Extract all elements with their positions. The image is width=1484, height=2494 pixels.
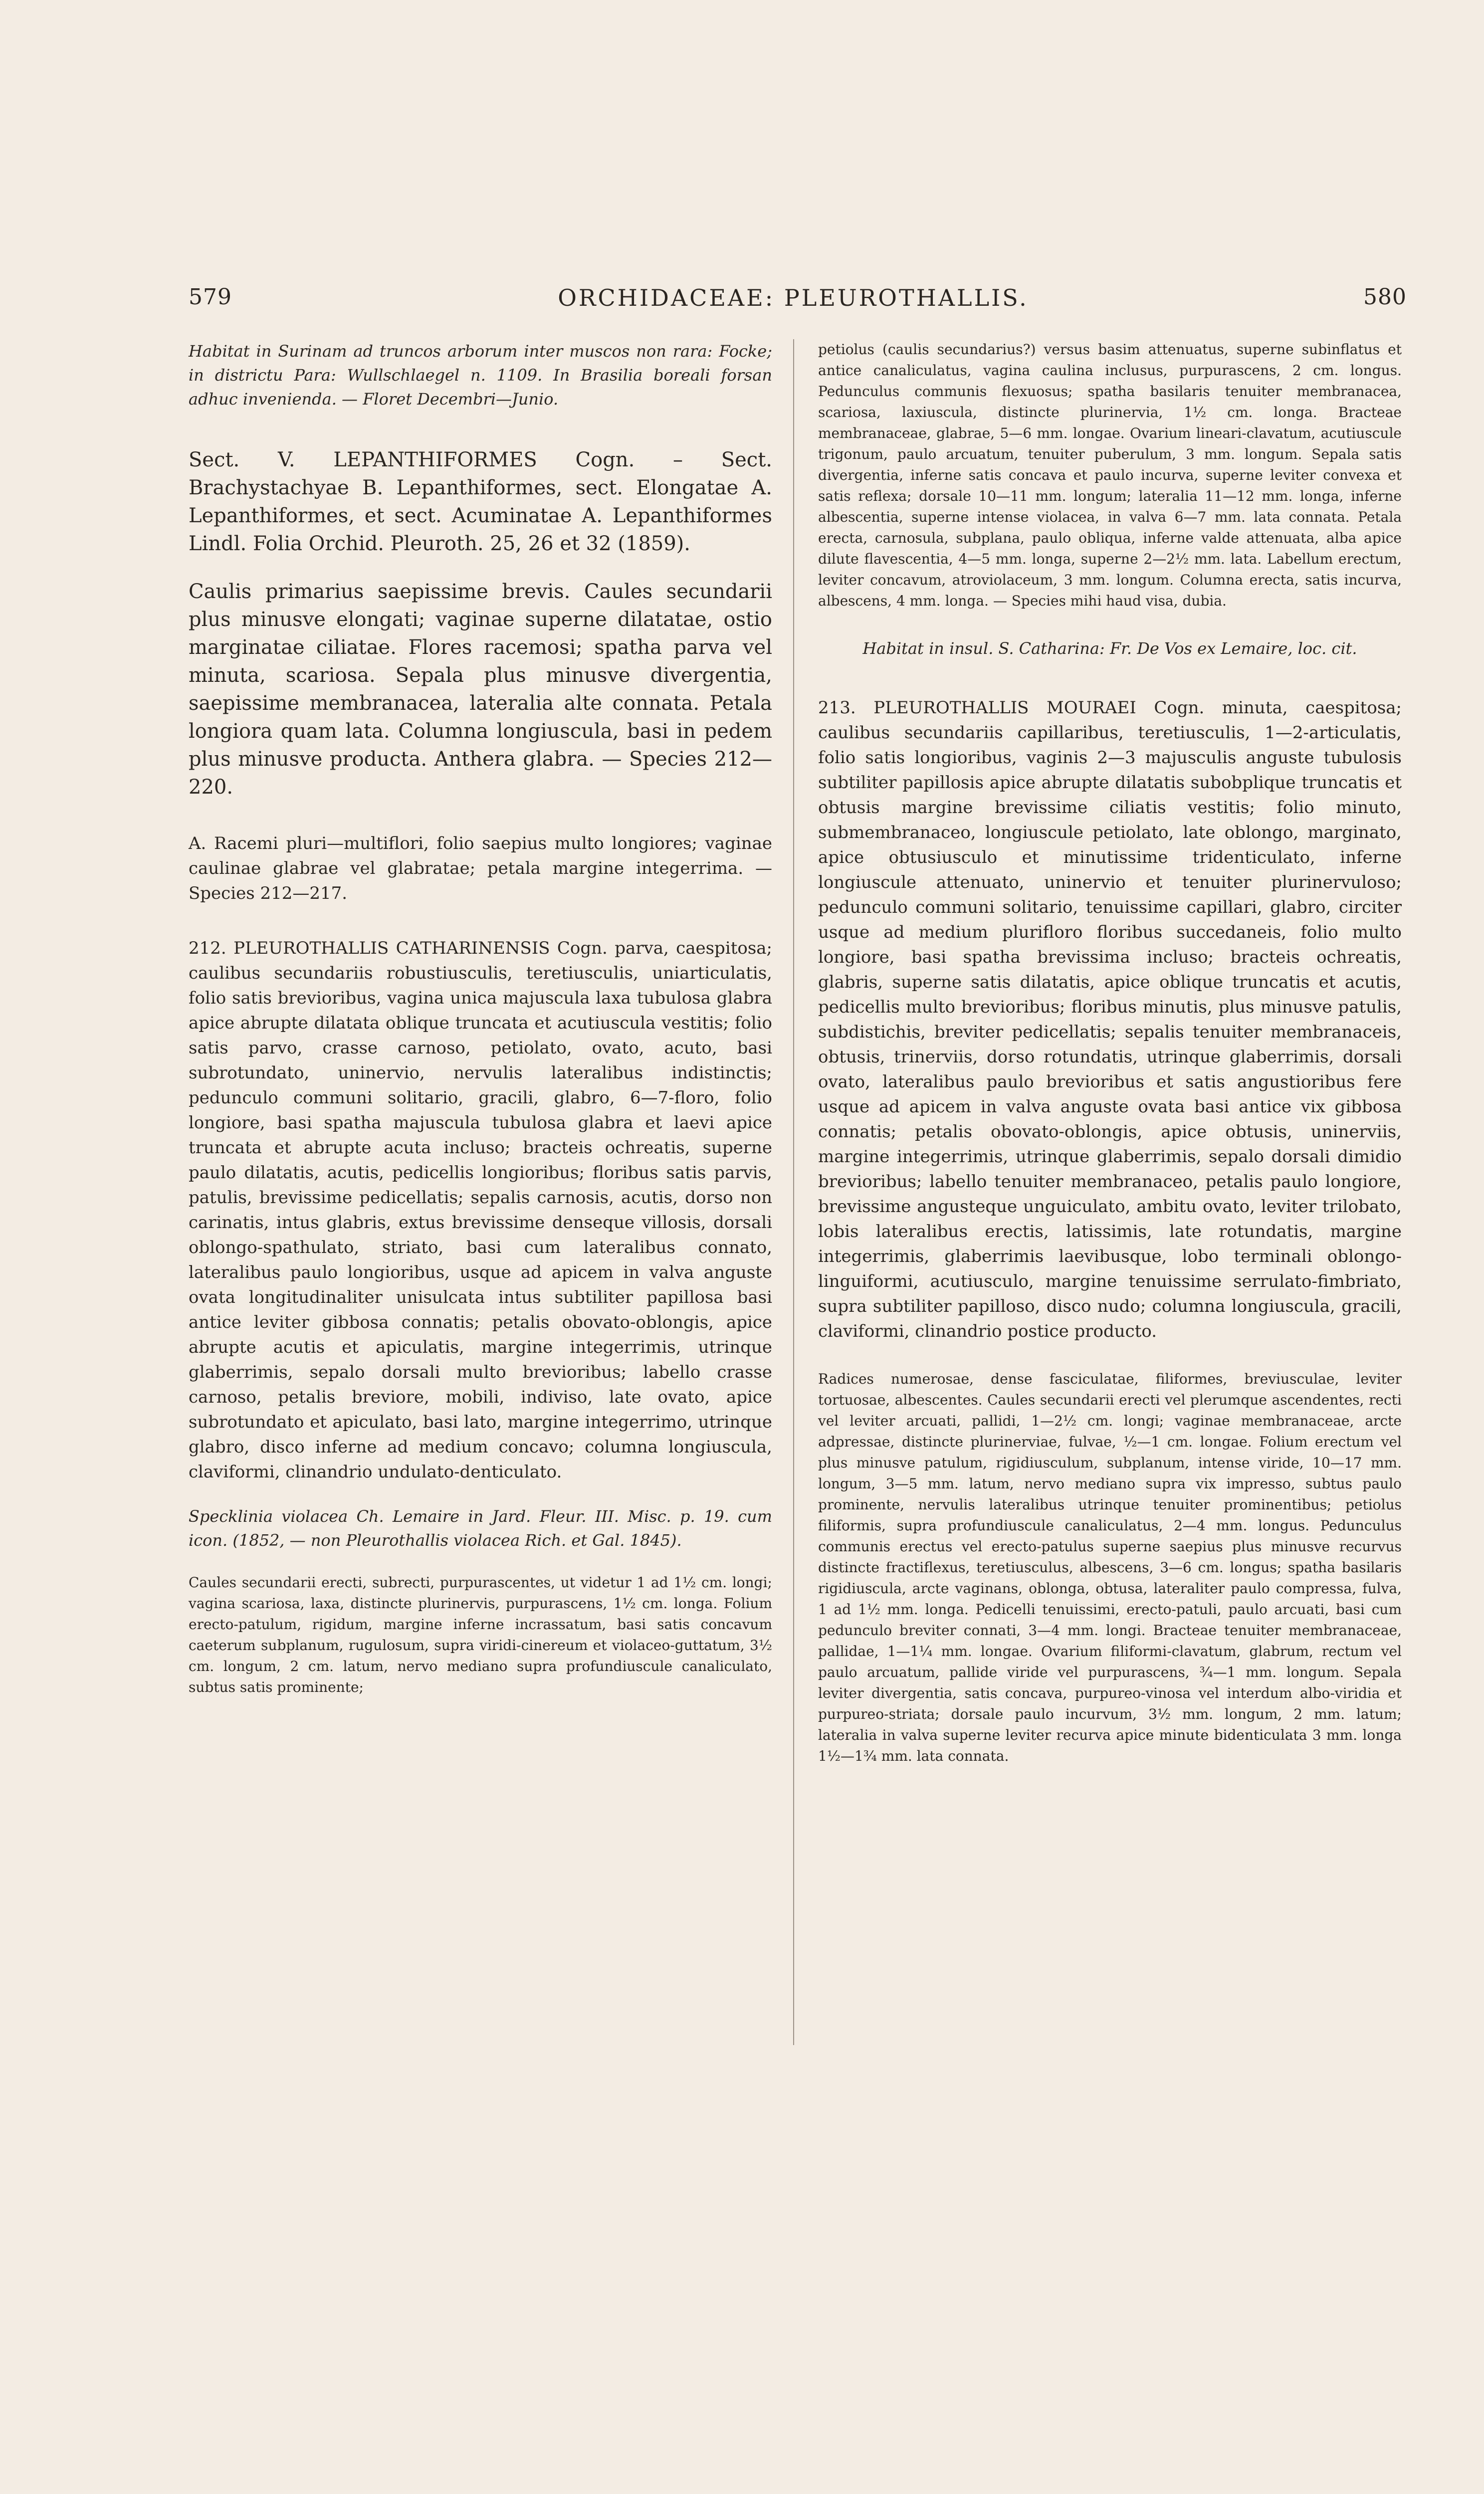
section-description: Caulis primarius saepissime brevis. Caules secundarii plus minusve elongati; vaginae superne dilatatae, ostio marginatae ciliatae. Flores racemosi; spatha parva vel minuta, scariosa. Sepala plus minusve divergentia, saepissime membranacea, lateralia alte connata. Petala longiora quam lata. Columna longiuscula, basi in pedem plus minusve producta. Anthera glabra. — Species 212—220. <box>189 580 772 799</box>
species-212-description: Caules secundarii erecti, subrecti, purpurascentes, ut videtur 1 ad 1½ cm. longi; vagina scariosa, laxa, distincte plurinervis, purpurascens, 1½ cm. longa. Folium erecto-patulum, rigidum, margine inferne incrassatum, basi satis concavum caeterum subplanum, rugulosum, supra viridi-cinereum et violaceo-guttatum, 3½ cm. longum, 2 cm. latum, nervo mediano supra profundiuscule canaliculato, subtus satis prominente; <box>189 1574 772 1695</box>
column-divider <box>793 339 794 2045</box>
running-title: ORCHIDACEAE: PLEUROTHALLIS. <box>558 284 1029 311</box>
page-number-right: 580 <box>1363 284 1407 310</box>
page-header <box>180 284 1407 319</box>
section-heading: Sect. V. LEPANTHIFORMES Cogn. – Sect. Brachystachyae B. Lepanthiformes, sect. Elongatae A. Lepanthiformes, et sect. Acuminatae A. Lepanthiformes Lindl. Folia Orchid. Pleuroth. 25, 26 et 32 (1859). <box>189 448 772 555</box>
synonym-paragraph: Specklinia violacea Ch. Lemaire in Jard. Fleur. III. Misc. p. 19. cum icon. (1852, — non Pleurothallis violacea Rich. et Gal. 1845). <box>189 1507 772 1550</box>
right-column <box>818 339 1402 1767</box>
species-212-description-continued: petiolus (caulis secundarius?) versus basim attenuatus, superne subinflatus et antice canaliculatus, vagina caulina inclusus, purpurascens, 2 cm. longus. Pedunculus communis flexuosus; spatha basilaris tenuiter membranacea, scariosa, laxiuscula, distincte plurinervia, 1½ cm. longa. Bracteae membranaceae, glabrae, 5—6 mm. longae. Ovarium lineari-clavatum, acutiuscule trigonum, paulo arcuatum, tenuiter puberulum, 3 mm. longum. Sepala satis divergentia, inferne satis concava et paulo incurva, superne leviter convexa et satis reflexa; dorsale 10—11 mm. longum; lateralia 11—12 mm. longa, inferne albescentia, superne intense violacea, in valva 6—7 mm. lata connata. Petala erecta, carnosula, subplana, paulo obliqua, inferne valde attenuata, alba apice dilute flavescentia, 4—5 mm. longa, superne 2—2½ mm. lata. Labellum erectum, leviter concavum, atroviolaceum, 3 mm. longum. Columna erecta, satis incurva, albescens, 4 mm. longa. — Species mihi haud visa, dubia. <box>818 341 1402 609</box>
species-213-description: Radices numerosae, dense fasciculatae, filiformes, breviusculae, leviter tortuosae, albescentes. Caules secundarii erecti vel plerumque ascendentes, recti vel leviter arcuati, pallidi, 1—2½ cm. longi; vaginae membranaceae, arcte adpressae, distincte plurinerviae, fulvae, ½—1 cm. longae. Folium erectum vel plus minusve patulum, rigidiusculum, subplanum, intense viride, 10—17 mm. longum, 3—5 mm. latum, nervo mediano supra vix impresso, subtus paulo prominente, nervulis lateralibus utrinque tenuiter prominentibus; petiolus filiformis, supra profundiuscule canaliculatus, 2—4 mm. longus. Pedunculus communis erectus vel erecto-patulus superne saepius plus minusve recurvus distincte fractiflexus, teretiusculus, albescens, 3—6 cm. longus; spatha basilaris rigidiuscula, arcte vaginans, oblonga, obtusa, lateraliter paulo compressa, fulva, 1 ad 1½ mm. longa. Pedicelli tenuissimi, erecto-patuli, paulo arcuati, basi cum pedunculo breviter connati, 3—4 mm. longi. Bracteae tenuiter membranaceae, pallidae, 1—1¼ mm. longae. Ovarium filiformi-clavatum, glabrum, rectum vel paulo arcuatum, pallide viride vel purpurascens, ¾—1 mm. longum. Sepala leviter divergentia, satis concava, purpureo-vinosa vel interdum albo-viridia et purpureo-striata; dorsale paulo incurvum, 3½ mm. longum, 2 mm. latum; lateralia in valva superne leviter recurva apice minute bidenticulata 3 mm. longa 1½—1¾ mm. lata connata. <box>818 1371 1402 1764</box>
species-212-diagnosis: 212. PLEUROTHALLIS CATHARINENSIS Cogn. parva, caespitosa; caulibus secundariis robustiusculis, teretiusculis, uniarticulatis, folio satis brevioribus, vagina unica majuscula laxa tubulosa glabra apice abrupte dilatata oblique truncata et acutiuscula vestitis; folio satis parvo, crasse carnoso, petiolato, ovato, acuto, basi subrotundato, uninervio, nervulis lateralibus indistinctis; pedunculo communi solitario, gracili, glabro, 6—7-floro, folio longiore, basi spatha majuscula tubulosa glabra et laevi apice truncata et abrupte acuta incluso; bracteis ochreatis, superne paulo dilatatis, acutis, pedicellis longioribus; floribus satis parvis, patulis, brevissime pedicellatis; sepalis carnosis, acutis, dorso non carinatis, intus glabris, extus brevissime denseque villosis, dorsali oblongo-spathulato, striato, basi cum lateralibus connato, lateralibus paulo longioribus, usque ad apicem in valva anguste ovata longitudinaliter unisulcata intus subtiliter papillosa basi antice leviter gibbosa connatis; petalis obovato-oblongis, apice abrupte acutis et apiculatis, margine integerrimis, utrinque glaberrimis, sepalo dorsali multo brevioribus; labello crasse carnoso, petalis breviore, mobili, indiviso, late ovato, apice subrotundato et apiculato, basi lato, margine integerrimo, utrinque glabro, disco inferne ad medium concavo; columna longiuscula, claviformi, clinandrio undulato-denticulato. <box>189 938 772 1482</box>
species-213-diagnosis: 213. PLEUROTHALLIS MOURAEI Cogn. minuta, caespitosa; caulibus secundariis capillaribus, teretiusculis, 1—2-articulatis, folio satis longioribus, vaginis 2—3 majusculis anguste tubulosis subtiliter papillosis apice abrupte dilatatis subobplique truncatis et obtusis margine brevissime ciliatis vestitis; folio minuto, submembranaceo, longiuscule petiolato, late oblongo, marginato, apice obtusiusculo et minutissime tridenticulato, inferne longiuscule attenuato, uninervio et tenuiter plurinervuloso; pedunculo communi solitario, tenuissime capillari, glabro, circiter usque ad medium plurifloro floribus succedaneis, folio multo longiore, basi spatha brevissima incluso; bracteis ochreatis, glabris, superne satis dilatatis, apice oblique truncatis et acutis, pedicellis multo brevioribus; floribus minutis, plus minusve patulis, subdistichis, breviter pedicellatis; sepalis tenuiter membranaceis, obtusis, trinerviis, dorso rotundatis, utrinque glaberrimis, dorsali ovato, lateralibus paulo brevioribus et satis angustioribus fere usque ad apicem in valva anguste ovata basi antice vix gibbosa connatis; petalis obovato-oblongis, apice obtusis, uninerviis, margine integerrimis, utrinque glaberrimis, sepalo dorsali dimidio brevioribus; labello tenuiter membranaceo, petalis paulo longiore, brevissime angusteque unguiculato, ambitu ovato, leviter trilobato, lobis lateralibus erectis, latissimis, late rotundatis, margine integerrimis, glaberrimis laevibusque, lobo terminali oblongo-linguiformi, acutiusculo, margine tenuissime serrulato-fimbriato, supra subtiliter papilloso, disco nudo; columna longiuscula, gracili, claviformi, clinandrio postice producto. <box>818 698 1402 1341</box>
habitat-212: Habitat in insul. S. Catharina: Fr. De Vos ex Lemaire, loc. cit. <box>862 639 1357 658</box>
left-column <box>189 339 772 1698</box>
subsection-a: A. Racemi pluri—multiflori, folio saepius multo longiores; vaginae caulinae glabrae vel glabratae; petala margine integerrima. — Species 212—217. <box>189 833 772 903</box>
habitat-paragraph: Habitat in Surinam ad truncos arborum inter muscos non rara: Focke; in districtu Para: Wullschlaegel n. 1109. In Brasilia boreali forsan adhuc invenienda. — Floret Decembri—Junio. <box>189 342 772 409</box>
page-number-left: 579 <box>189 284 232 310</box>
